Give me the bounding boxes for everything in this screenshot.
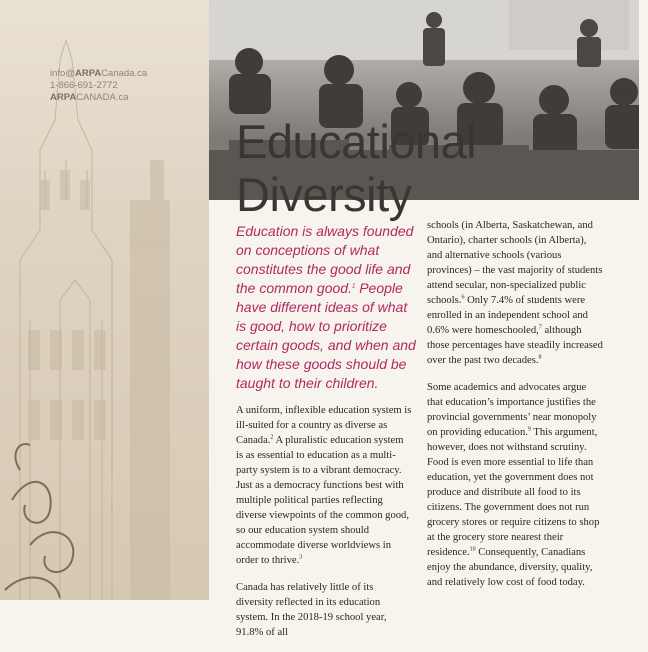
footnote-ref[interactable]: 8 xyxy=(538,354,542,361)
footnote-ref[interactable]: 10 xyxy=(469,546,476,553)
footnote-ref[interactable]: 7 xyxy=(538,324,542,331)
body-paragraph: Some academics and advocates argue that education’s importance justifies the provincial governments’ near monopoly on providing education.$^9$ This argument, however, does not withstand scrutiny. Food is even more essential to life than education, yet the government does not produce and distribute all food to its citizens. The government does not run grocery stores or require citizens to shop at the grocery store nearest their residence.$^{10}$ Consequently, Canadians enjoy the abundance, diversity, quality, and relatively low cost of food today. xyxy=(427,382,600,588)
body-paragraph: schools (in Alberta, Saskatchewan, and Ontario), charter schools (in Alberta), and alternative schools (various provinces) – the vast majority of students attend secular, non-specialized public schools.$^6$ Only 7.4% of students were enrolled in an independent school and 0.6% were homeschooled,$^7$ although those percentages have steadily increased over the past two decades.$^8$ xyxy=(427,220,603,366)
contact-block xyxy=(50,68,147,104)
page-title xyxy=(236,115,616,221)
contact-email[interactable]: info@ARPACanada.ca xyxy=(50,68,148,79)
text-column-1 xyxy=(236,222,416,652)
lead-quote: Education is always founded on conceptions of what constitutes the good life and the common good.$^1$ People have different ideas of what is good, how to prioritize certain goods, and when and how these goods should be taught to their children. xyxy=(236,223,416,391)
footnote-ref[interactable]: 2 xyxy=(270,434,274,441)
footnote-ref[interactable]: 3 xyxy=(299,554,303,561)
footnote-ref[interactable]: 1 xyxy=(351,283,356,290)
title-line-2: Diversity xyxy=(236,168,412,222)
title-line-1: Educational xyxy=(236,115,477,169)
sidebar-illustration xyxy=(0,0,209,600)
contact-website[interactable]: ARPACANADA.ca xyxy=(50,92,129,103)
body-paragraph: Canada has relatively little of its diversity reflected in its education system. In the 2018-19 school year, 91.8% of all xyxy=(236,582,387,638)
footnote-ref[interactable]: 6 xyxy=(461,294,465,301)
footnote-ref[interactable]: 9 xyxy=(527,426,531,433)
contact-phone: 1-866-691-2772 xyxy=(50,80,118,91)
body-paragraph: A uniform, inflexible education system is ill-suited for a country as diverse as Canada.$^2$ A pluralistic education system is as essential to education as a multi-party system is to a vibrant democracy. Just as a democracy functions best with multiple political parties reflecting diverse viewpoints of the common good, so our education system should accommodate diverse worldviews in order to thrive.$^3$ xyxy=(236,405,412,566)
text-column-2 xyxy=(427,218,603,602)
